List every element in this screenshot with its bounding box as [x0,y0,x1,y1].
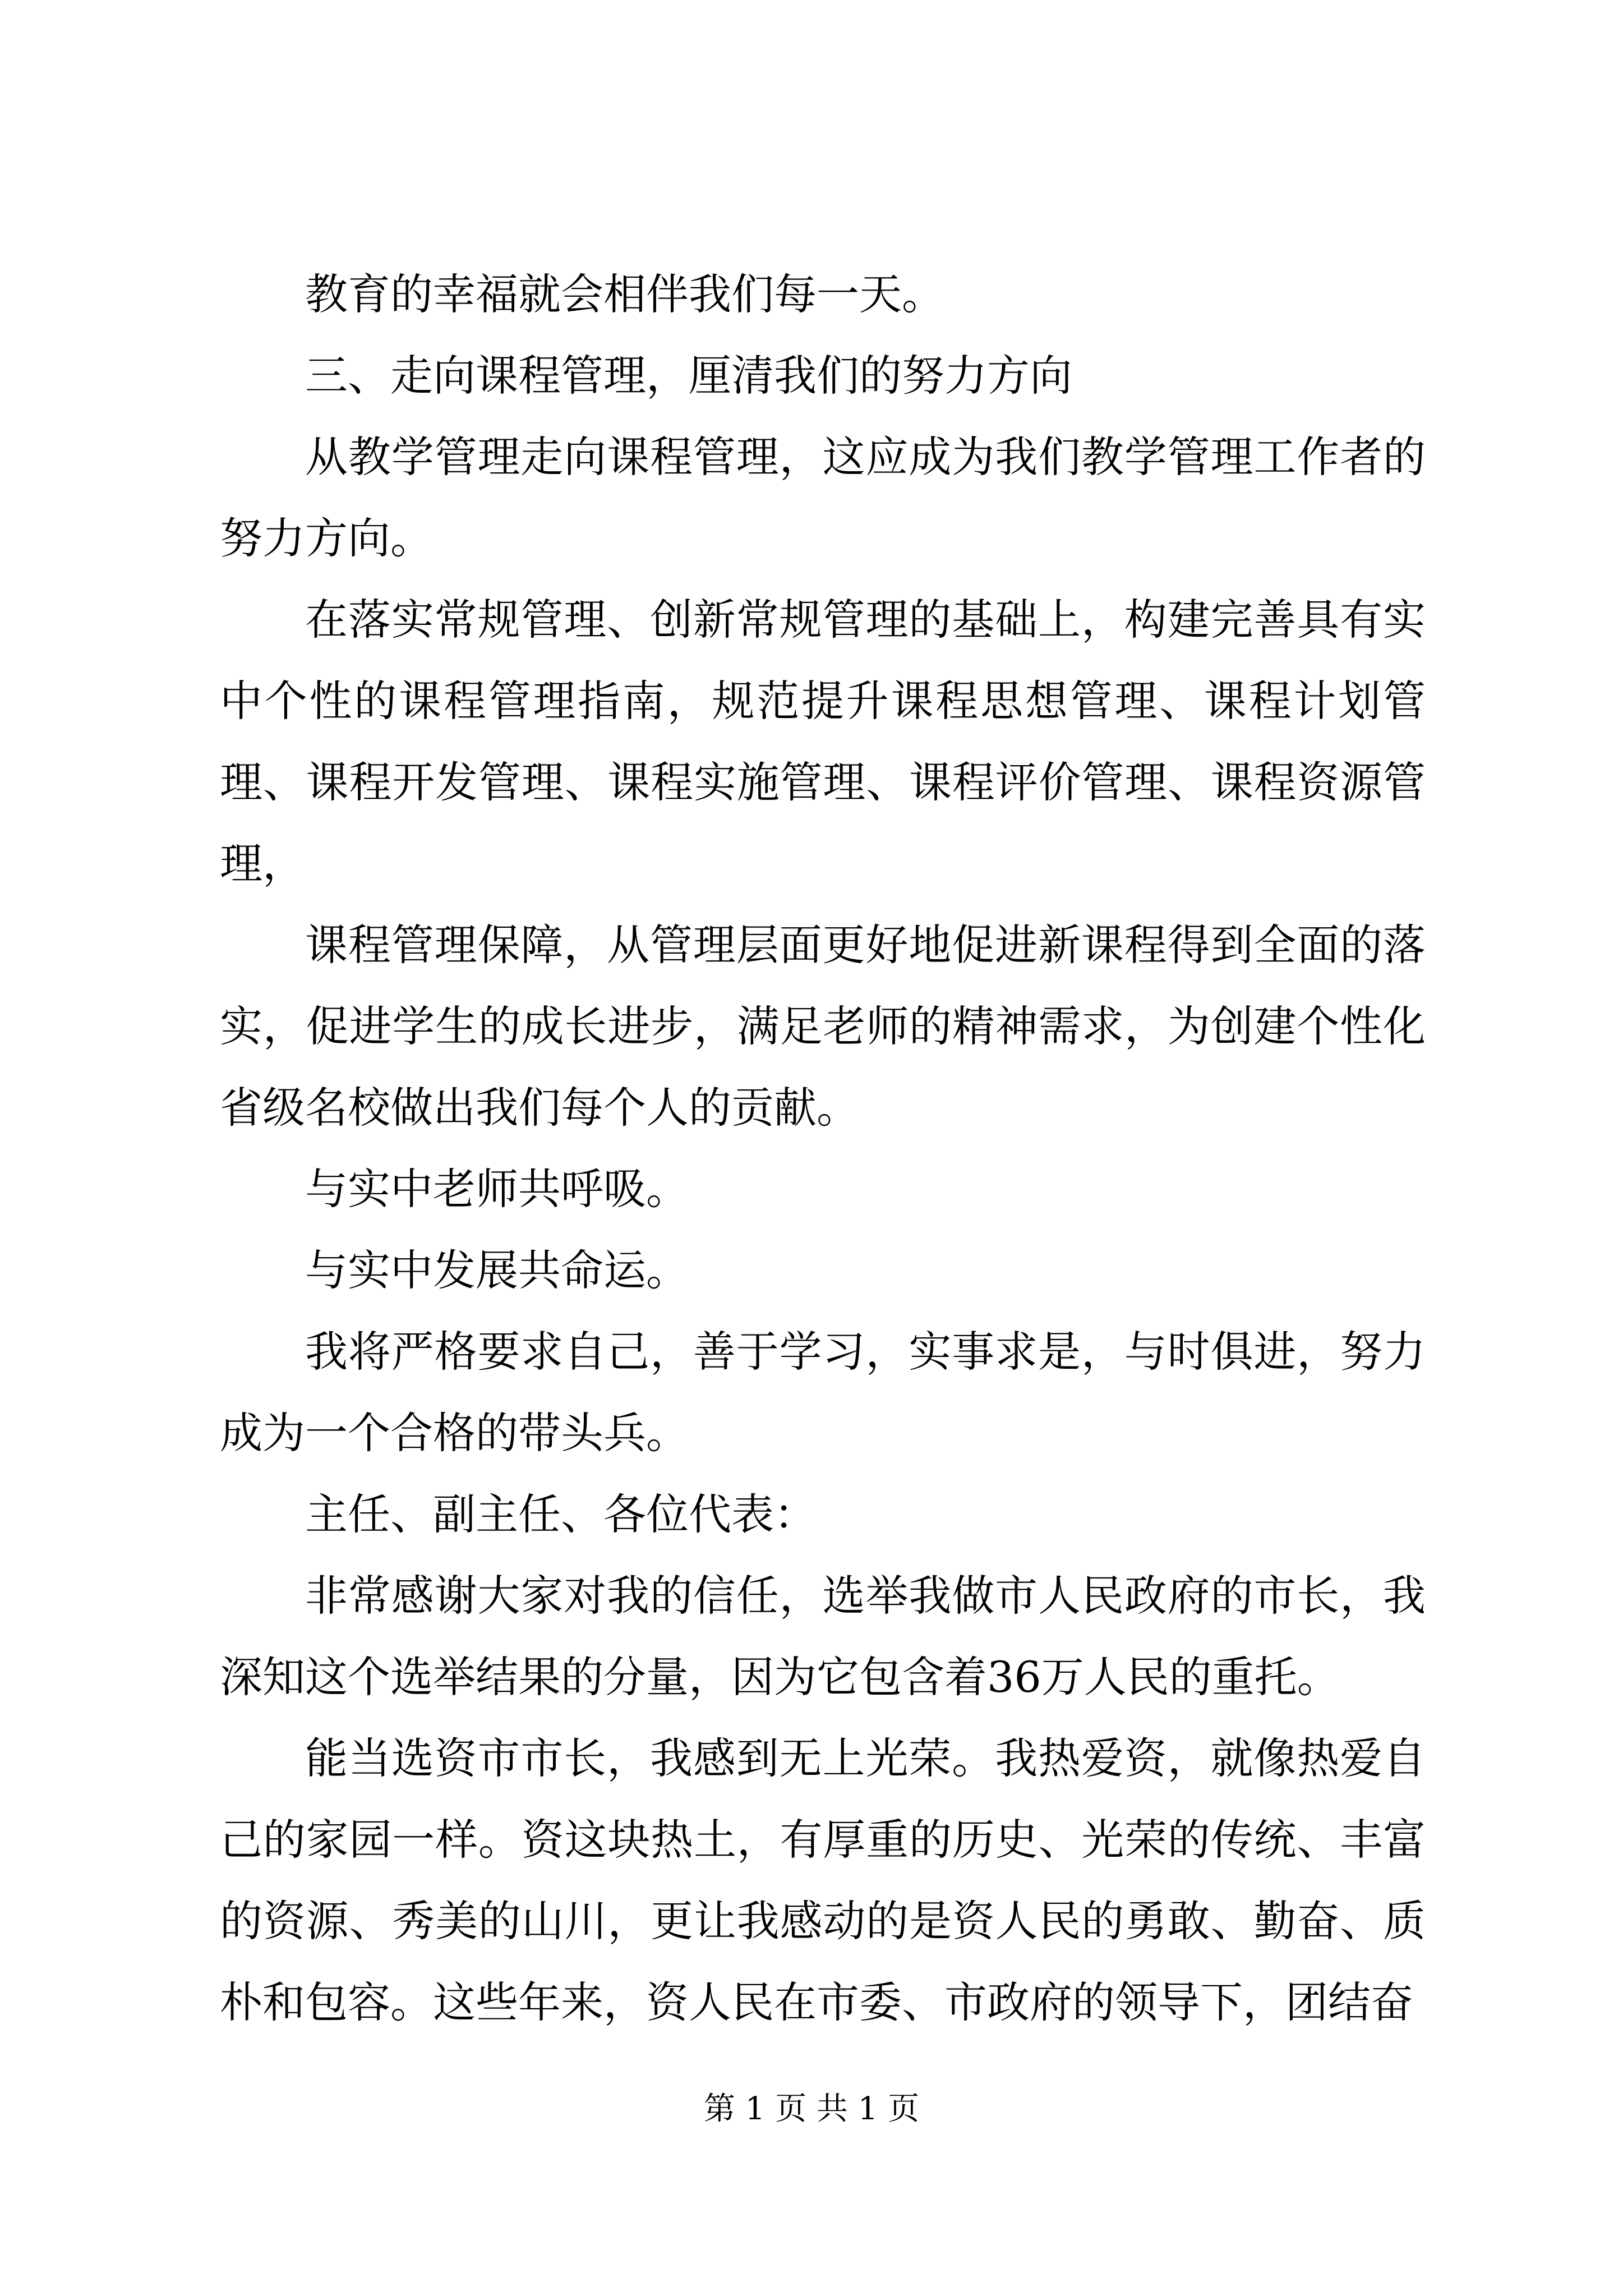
page-number-footer: 第 1 页 共 1 页 [703,2091,920,2127]
salutation: 主任、副主任、各位代表： [305,1489,817,1539]
paragraph: 与实中发展共命运。 [305,1245,689,1295]
paragraph: 我将严格要求自己，善于学习，实事求是，与时俱进，努力成为一个合格的带头兵。 [220,1327,1426,1458]
paragraph: 教育的幸福就会相伴我们每一天。 [305,269,944,319]
paragraph: 从教学管理走向课程管理，这应成为我们教学管理工作者的努力方向。 [220,432,1426,563]
section-heading: 三、走向课程管理，厘清我们的努力方向 [305,351,1072,401]
paragraph: 能当选资市市长，我感到无上光荣。我热爱资，就像热爱自己的家园一样。资这块热土，有厚重的历史、光荣的传统、丰富的资源、秀美的山川，更让我感动的是资人民的勇敢、勤奋、质朴和包容。这些年来，资人民在市委、市政府的领导下，团结奋 [220,1733,1426,2027]
paragraph: 在落实常规管理、创新常规管理的基础上，构建完善具有实中个性的课程管理指南，规范提升课程思想管理、课程计划管理、课程开发管理、课程实施管理、课程评价管理、课程资源管理， [220,595,1426,889]
document-body [220,254,1426,2043]
paragraph: 与实中老师共呼吸。 [305,1164,689,1214]
paragraph: 课程管理保障，从管理层面更好地促进新课程得到全面的落实，促进学生的成长进步，满足老师的精神需求，为创建个性化省级名校做出我们每个人的贡献。 [220,920,1426,1133]
paragraph: 非常感谢大家对我的信任，选举我做市人民政府的市长，我深知这个选举结果的分量，因为它包含着36万人民的重托。 [220,1571,1426,1702]
